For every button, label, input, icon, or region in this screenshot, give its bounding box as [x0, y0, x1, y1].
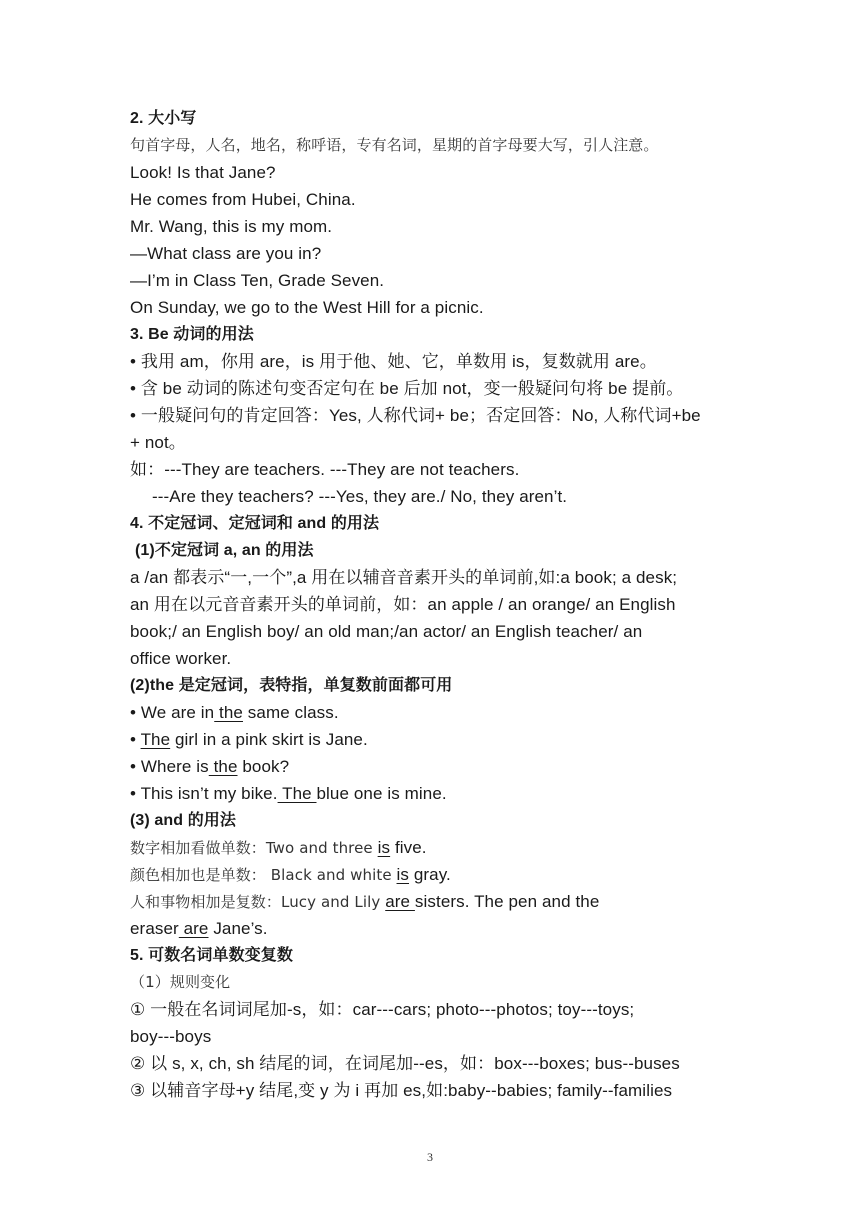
underlined-word: is [396, 865, 410, 884]
rule-line: ② 以 s, x, ch, sh 结尾的词，在词尾加--es，如：box---boxes; bus--buses [130, 1054, 680, 1073]
text: five. [390, 838, 427, 857]
text: book? [237, 757, 290, 776]
subheading-and-usage: (3) and 的用法 [130, 812, 236, 829]
underlined-word: are [385, 892, 415, 911]
rule-line [130, 888, 735, 915]
text: • We are in [130, 703, 215, 722]
example-line: On Sunday, we go to the West Hill for a picnic. [130, 298, 484, 317]
text: • Where is [130, 757, 209, 776]
bullet-item: • 含 be 动词的陈述句变否定句在 be 后加 not，变一般疑问句将 be 提前。 [130, 379, 684, 398]
example-line: Mr. Wang, this is my mom. [130, 217, 333, 236]
example-line: 如：---They are teachers. ---They are not teachers. [130, 460, 520, 479]
example-line: Look! Is that Jane? [130, 163, 276, 182]
underlined-word: is [377, 838, 391, 857]
bullet-item [130, 753, 735, 780]
paragraph-line: book;/ an English boy/ an old man;/an actor/ an English teacher/ an [130, 622, 643, 641]
section-2-rule: 句首字母，人名，地名，称呼语，专有名词，星期的首字母要大写，引人注意。 [130, 136, 659, 154]
subheading-indefinite-article: (1)不定冠词 a, an 的用法 [135, 542, 314, 559]
underlined-word: the [208, 757, 238, 776]
text: girl in a pink skirt is Jane. [170, 730, 368, 749]
example-line: ---Are they teachers? ---Yes, they are./ No, they aren’t. [152, 487, 568, 506]
text: • This isn’t my bike. [130, 784, 278, 803]
text: • [130, 730, 141, 749]
paragraph-line: a /an 都表示“一,一个”,a 用在以辅音音素开头的单词前,如:a book; a desk; [130, 568, 678, 587]
underlined-word: are [178, 919, 209, 938]
text: sisters. The pen and the [414, 892, 600, 911]
document-body [130, 105, 735, 1104]
text: blue one is mine. [316, 784, 447, 803]
paragraph-line: an 用在以元音音素开头的单词前，如：an apple / an orange/ an English [130, 595, 676, 614]
rule-line: ③ 以辅音字母+y 结尾,变 y 为 i 再加 es,如:baby--babies; family--families [130, 1081, 673, 1100]
subheading-definite-article: (2)the 是定冠词，表特指，单复数前面都可用 [130, 677, 453, 694]
bullet-item [130, 726, 735, 753]
text: same class. [242, 703, 339, 722]
section-3-heading: 3. Be 动词的用法 [130, 326, 254, 343]
page-number: 3 [427, 1150, 433, 1164]
rule-line [130, 861, 735, 888]
paragraph-line: office worker. [130, 649, 232, 668]
section-5-heading: 5. 可数名词单数变复数 [130, 947, 293, 964]
text: Jane’s. [208, 919, 268, 938]
rule-line: ① 一般在名词词尾加-s，如：car---cars; photo---photos; toy---toys; [130, 1000, 635, 1019]
text: eraser [130, 919, 179, 938]
bullet-item [130, 780, 735, 807]
example-line: —What class are you in? [130, 244, 322, 263]
rule-line [130, 834, 735, 861]
example-line: —I’m in Class Ten, Grade Seven. [130, 271, 385, 290]
bullet-item: • 一般疑问句的肯定回答：Yes, 人称代词+ be；否定回答：No, 人称代词+be [130, 406, 701, 425]
rule-line: boy---boys [130, 1027, 212, 1046]
text: 颜色相加也是单数： Black and white [130, 866, 397, 884]
rule-line [130, 915, 735, 942]
text: 数字相加看做单数：Two and three [130, 839, 378, 857]
text: gray. [409, 865, 451, 884]
text: 人和事物相加是复数：Lucy and Lily [130, 893, 386, 911]
underlined-word: The [140, 730, 171, 749]
bullet-item: • 我用 am，你用 are，is 用于他、她、它，单数用 is，复数就用 are。 [130, 352, 657, 371]
example-line: He comes from Hubei, China. [130, 190, 356, 209]
bullet-continuation: + not。 [130, 433, 186, 452]
section-4-heading: 4. 不定冠词、定冠词和 and 的用法 [130, 515, 380, 532]
subheading-regular-change: （1）规则变化 [130, 973, 231, 991]
section-2-heading: 2. 大小写 [130, 110, 197, 127]
bullet-item [130, 699, 735, 726]
underlined-word: the [214, 703, 243, 722]
underlined-word: The [277, 784, 317, 803]
